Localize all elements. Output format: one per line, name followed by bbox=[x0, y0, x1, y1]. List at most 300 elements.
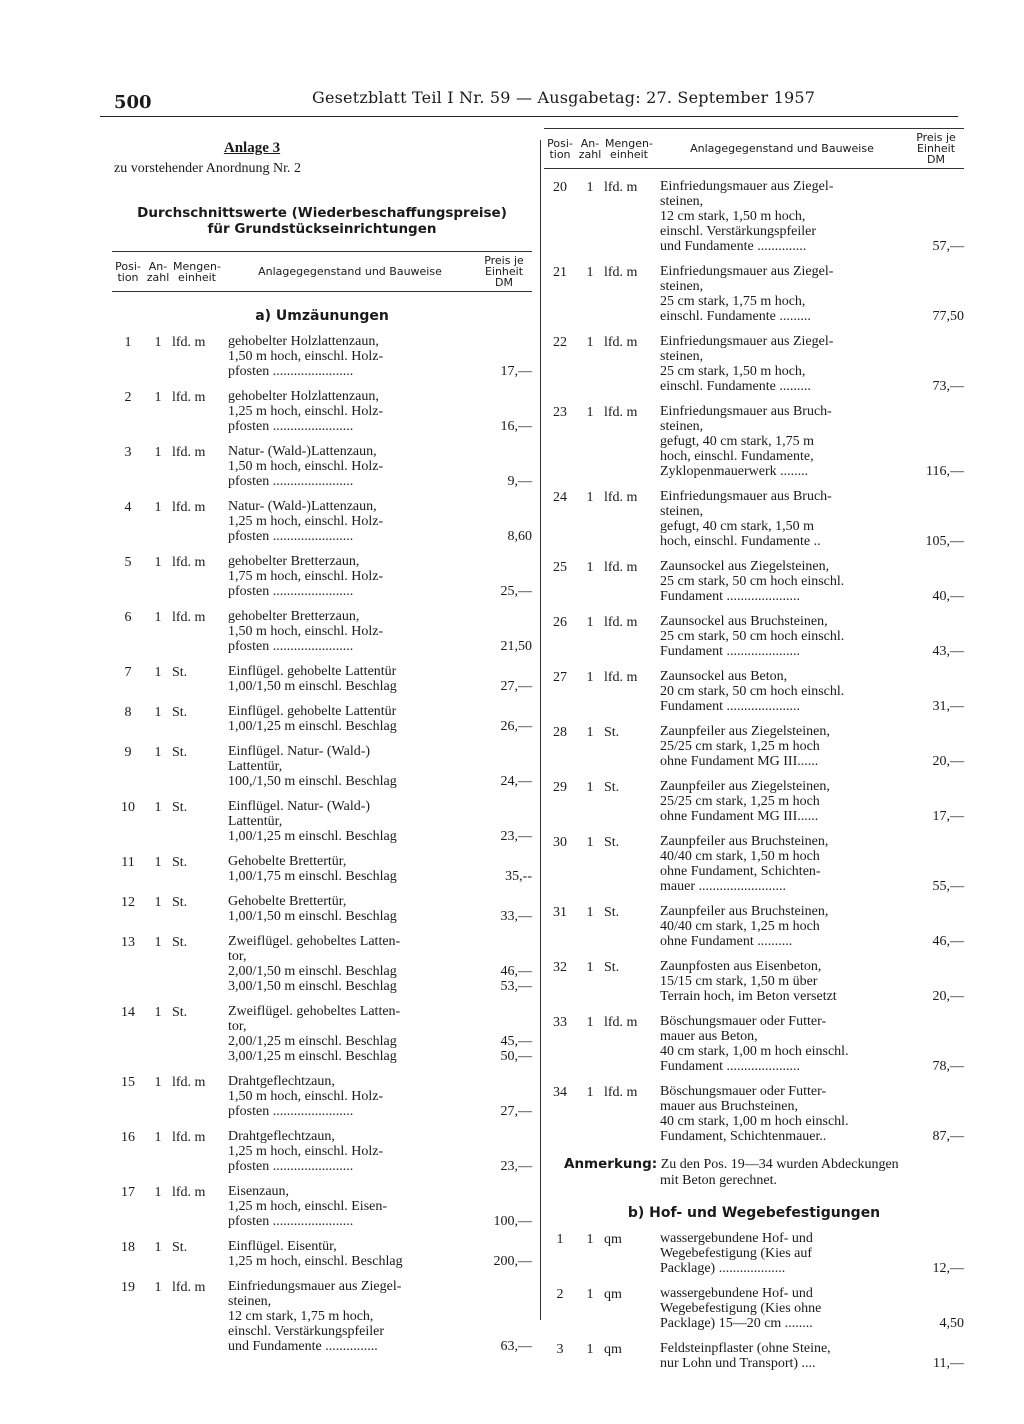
cell-unit: St. bbox=[172, 935, 188, 950]
description-line: Zweiflügel. gehobeltes Latten- bbox=[228, 934, 401, 949]
cell-anzahl: 1 bbox=[586, 1287, 594, 1302]
description-line: 1,25 m hoch, einschl. Holz- bbox=[228, 514, 384, 529]
price-value: 55,— bbox=[932, 879, 964, 894]
description-line: Zaunsockel aus Beton, bbox=[660, 669, 788, 684]
description-line: 1,25 m hoch, einschl. Beschlag bbox=[228, 1254, 403, 1269]
cell-anzahl: 1 bbox=[154, 1130, 162, 1145]
cell-unit: lfd. m bbox=[604, 560, 638, 575]
cell-position: 2 bbox=[556, 1287, 564, 1302]
description-line: Böschungsmauer oder Futter- bbox=[660, 1084, 827, 1099]
description-line: Einflügel. gehobelte Lattentür bbox=[228, 664, 397, 679]
cell-price bbox=[476, 584, 532, 599]
anmerkung-note bbox=[564, 1156, 964, 1189]
description-line: 40/40 cm stark, 1,50 m hoch bbox=[660, 849, 820, 864]
cell-description bbox=[654, 264, 908, 324]
description-line: Lattentür, bbox=[228, 759, 283, 774]
table-row bbox=[544, 834, 964, 894]
description-line: 25/25 cm stark, 1,25 m hoch bbox=[660, 794, 820, 809]
price-value: 73,— bbox=[932, 379, 964, 394]
cell-position: 10 bbox=[121, 800, 135, 815]
price-value: 25,— bbox=[500, 584, 532, 599]
description-line: Natur- (Wald-)Lattenzaun, bbox=[228, 444, 377, 459]
description-line: Einflügel. Natur- (Wald-) bbox=[228, 744, 371, 759]
price-value: 43,— bbox=[932, 644, 964, 659]
cell-description bbox=[654, 1231, 908, 1276]
table-header-right bbox=[544, 128, 964, 169]
description-line: pfosten ....................... bbox=[228, 419, 354, 434]
cell-anzahl: 1 bbox=[154, 500, 162, 515]
col-header-anzahl: An- zahl bbox=[578, 136, 602, 161]
table-row bbox=[112, 1279, 532, 1354]
description-line: steinen, bbox=[660, 419, 704, 434]
description-line: 40 cm stark, 1,00 m hoch einschl. bbox=[660, 1044, 849, 1059]
description-line: Natur- (Wald-)Lattenzaun, bbox=[228, 499, 377, 514]
description-line: einschl. Verstärkungspfeiler bbox=[228, 1324, 385, 1339]
description-line: 100,/1,50 m einschl. Beschlag bbox=[228, 774, 397, 789]
cell-unit: St. bbox=[604, 960, 620, 975]
price-value: 50,— bbox=[500, 1049, 532, 1064]
cell-position: 33 bbox=[553, 1015, 567, 1030]
cell-unit: St. bbox=[172, 800, 188, 815]
cell-description bbox=[654, 1286, 908, 1331]
table-row bbox=[112, 704, 532, 734]
table-row bbox=[544, 559, 964, 604]
cell-price bbox=[476, 679, 532, 694]
cell-anzahl: 1 bbox=[154, 390, 162, 405]
cell-unit: St. bbox=[604, 780, 620, 795]
cell-unit: lfd. m bbox=[604, 670, 638, 685]
cell-position: 8 bbox=[124, 705, 132, 720]
description-line: Einflügel. Eisentür, bbox=[228, 1239, 337, 1254]
cell-price bbox=[476, 639, 532, 654]
description-line: 3,00/1,50 m einschl. Beschlag bbox=[228, 979, 397, 994]
cell-anzahl: 1 bbox=[154, 1280, 162, 1295]
description-line: Einflügel. gehobelte Lattentür bbox=[228, 704, 397, 719]
cell-position: 32 bbox=[553, 960, 567, 975]
cell-description bbox=[222, 799, 476, 844]
cell-price bbox=[908, 309, 964, 324]
description-line: 25 cm stark, 1,75 m hoch, bbox=[660, 294, 806, 309]
table-row bbox=[112, 744, 532, 789]
description-line: mauer aus Bruchsteinen, bbox=[660, 1099, 799, 1114]
description-line: 1,00/1,25 m einschl. Beschlag bbox=[228, 719, 397, 734]
cell-description bbox=[654, 904, 908, 949]
cell-description bbox=[222, 334, 476, 379]
cell-unit: St. bbox=[172, 1240, 188, 1255]
cell-position: 13 bbox=[121, 935, 135, 950]
description-line: nur Lohn und Transport) .... bbox=[660, 1356, 816, 1371]
rows-left bbox=[112, 334, 532, 1354]
cell-price bbox=[476, 774, 532, 789]
cell-position: 24 bbox=[553, 490, 567, 505]
cell-anzahl: 1 bbox=[154, 800, 162, 815]
cell-unit: lfd. m bbox=[172, 500, 206, 515]
cell-position: 1 bbox=[556, 1232, 564, 1247]
description-line: wassergebundene Hof- und bbox=[660, 1286, 813, 1301]
cell-anzahl: 1 bbox=[586, 1085, 594, 1100]
price-value: 21,50 bbox=[500, 639, 532, 654]
cell-position: 11 bbox=[121, 855, 135, 870]
cell-unit: lfd. m bbox=[604, 615, 638, 630]
table-row bbox=[112, 799, 532, 844]
description-line: Packlage) 15—20 cm ........ bbox=[660, 1316, 813, 1331]
description-line: gefugt, 40 cm stark, 1,75 m bbox=[660, 434, 814, 449]
description-line: 1,25 m hoch, einschl. Eisen- bbox=[228, 1199, 388, 1214]
description-line: Terrain hoch, im Beton versetzt bbox=[660, 989, 837, 1004]
description-line: Einfriedungsmauer aus Ziegel- bbox=[660, 264, 834, 279]
description-line: Einfriedungsmauer aus Ziegel- bbox=[660, 179, 834, 194]
cell-position: 18 bbox=[121, 1240, 135, 1255]
description-line: Zaunsockel aus Ziegelsteinen, bbox=[660, 559, 830, 574]
price-value: 26,— bbox=[500, 719, 532, 734]
price-value: 200,— bbox=[493, 1254, 532, 1269]
cell-position: 26 bbox=[553, 615, 567, 630]
description-line: 1,75 m hoch, einschl. Holz- bbox=[228, 569, 384, 584]
description-line: Fundament ..................... bbox=[660, 589, 800, 604]
col-header-price: Preis je Einheit DM bbox=[916, 131, 956, 166]
price-value: 12,— bbox=[932, 1261, 964, 1276]
description-line: 20 cm stark, 50 cm hoch einschl. bbox=[660, 684, 845, 699]
description-line: pfosten ....................... bbox=[228, 1159, 354, 1174]
cell-anzahl: 1 bbox=[586, 335, 594, 350]
cell-unit: lfd. m bbox=[172, 1185, 206, 1200]
cell-price bbox=[908, 534, 964, 549]
table-row bbox=[544, 1286, 964, 1331]
description-line: Zyklopenmauerwerk ........ bbox=[660, 464, 809, 479]
description-line: einschl. Verstärkungspfeiler bbox=[660, 224, 817, 239]
cell-price bbox=[908, 754, 964, 769]
description-line: Einfriedungsmauer aus Bruch- bbox=[660, 404, 832, 419]
description-line: tor, bbox=[228, 1019, 247, 1034]
col-header-description: Anlagegegenstand und Bauweise bbox=[690, 142, 874, 155]
price-value: 45,— bbox=[500, 1034, 532, 1049]
table-header-left bbox=[112, 251, 532, 292]
cell-price bbox=[908, 1316, 964, 1331]
cell-unit: lfd. m bbox=[172, 335, 206, 350]
description-line: 1,00/1,50 m einschl. Beschlag bbox=[228, 679, 397, 694]
description-line: 2,00/1,50 m einschl. Beschlag bbox=[228, 964, 397, 979]
cell-position: 2 bbox=[124, 390, 132, 405]
cell-price bbox=[908, 989, 964, 1004]
cell-position: 1 bbox=[124, 335, 132, 350]
cell-price bbox=[908, 1129, 964, 1144]
cell-unit: lfd. m bbox=[604, 335, 638, 350]
description-line: pfosten ....................... bbox=[228, 1104, 354, 1119]
cell-position: 6 bbox=[124, 610, 132, 625]
description-line: Wegebefestigung (Kies ohne bbox=[660, 1301, 822, 1316]
col-header-price: Preis je Einheit DM bbox=[484, 254, 524, 289]
cell-position: 28 bbox=[553, 725, 567, 740]
description-line: 25 cm stark, 1,50 m hoch, bbox=[660, 364, 806, 379]
table-row bbox=[544, 779, 964, 824]
description-line: steinen, bbox=[660, 349, 704, 364]
cell-unit: St. bbox=[172, 895, 188, 910]
description-line: gehobelter Bretterzaun, bbox=[228, 554, 360, 569]
cell-unit: lfd. m bbox=[172, 1130, 206, 1145]
cell-unit: lfd. m bbox=[172, 445, 206, 460]
cell-unit: St. bbox=[172, 665, 188, 680]
cell-description bbox=[222, 444, 476, 489]
cell-price bbox=[908, 1059, 964, 1074]
price-value: 46,— bbox=[500, 964, 532, 979]
table-row bbox=[544, 489, 964, 549]
cell-price bbox=[908, 644, 964, 659]
cell-position: 12 bbox=[121, 895, 135, 910]
cell-price bbox=[908, 239, 964, 254]
description-line: gehobelter Bretterzaun, bbox=[228, 609, 360, 624]
cell-position: 4 bbox=[124, 500, 132, 515]
description-line: pfosten ....................... bbox=[228, 1214, 354, 1229]
cell-price bbox=[476, 1034, 532, 1064]
cell-anzahl: 1 bbox=[154, 1075, 162, 1090]
cell-price bbox=[476, 364, 532, 379]
cell-anzahl: 1 bbox=[586, 960, 594, 975]
cell-position: 3 bbox=[556, 1342, 564, 1357]
description-line: Drahtgeflechtzaun, bbox=[228, 1074, 335, 1089]
table-row bbox=[544, 904, 964, 949]
description-line: 12 cm stark, 1,50 m hoch, bbox=[660, 209, 806, 224]
cell-price bbox=[908, 809, 964, 824]
cell-position: 25 bbox=[553, 560, 567, 575]
cell-description bbox=[654, 779, 908, 824]
description-line: Gehobelte Brettertür, bbox=[228, 854, 347, 869]
cell-unit: lfd. m bbox=[172, 1075, 206, 1090]
description-line: hoch, einschl. Fundamente .. bbox=[660, 534, 821, 549]
cell-description bbox=[654, 834, 908, 894]
cell-description bbox=[222, 934, 476, 994]
description-line: gehobelter Holzlattenzaun, bbox=[228, 389, 379, 404]
description-line: ohne Fundament MG III...... bbox=[660, 754, 819, 769]
cell-anzahl: 1 bbox=[586, 1232, 594, 1247]
table-row bbox=[112, 609, 532, 654]
description-line: ohne Fundament .......... bbox=[660, 934, 793, 949]
description-line: einschl. Fundamente ......... bbox=[660, 309, 811, 324]
description-line: 25 cm stark, 50 cm hoch einschl. bbox=[660, 574, 845, 589]
cell-unit: St. bbox=[172, 705, 188, 720]
cell-anzahl: 1 bbox=[586, 780, 594, 795]
table-row bbox=[544, 179, 964, 254]
cell-anzahl: 1 bbox=[154, 1240, 162, 1255]
description-line: steinen, bbox=[228, 1294, 272, 1309]
table-row bbox=[544, 1231, 964, 1276]
price-value: 4,50 bbox=[939, 1316, 964, 1331]
cell-position: 22 bbox=[553, 335, 567, 350]
cell-unit: lfd. m bbox=[604, 1015, 638, 1030]
cell-anzahl: 1 bbox=[154, 1005, 162, 1020]
description-line: Zaunpfeiler aus Bruchsteinen, bbox=[660, 904, 829, 919]
cell-unit: lfd. m bbox=[604, 490, 638, 505]
col-header-mengeneinheit: Mengen- einheit bbox=[605, 136, 653, 161]
cell-unit: St. bbox=[172, 1005, 188, 1020]
description-line: mauer aus Beton, bbox=[660, 1029, 758, 1044]
col-header-position: Posi- tion bbox=[547, 136, 573, 161]
cell-position: 7 bbox=[124, 665, 132, 680]
description-line: tor, bbox=[228, 949, 247, 964]
description-line: 1,00/1,75 m einschl. Beschlag bbox=[228, 869, 397, 884]
cell-unit: St. bbox=[604, 905, 620, 920]
description-line: 1,00/1,25 m einschl. Beschlag bbox=[228, 829, 397, 844]
description-line: Feldsteinpflaster (ohne Steine, bbox=[660, 1341, 831, 1356]
cell-unit: St. bbox=[604, 725, 620, 740]
cell-description bbox=[222, 499, 476, 544]
rows-b bbox=[544, 1231, 964, 1371]
gazette-title: Gesetzblatt Teil I Nr. 59 — Ausgabetag: 27. September 1957 bbox=[312, 88, 816, 107]
column-divider bbox=[540, 140, 541, 1320]
cell-position: 16 bbox=[121, 1130, 135, 1145]
description-line: 12 cm stark, 1,75 m hoch, bbox=[228, 1309, 374, 1324]
description-line: Einfriedungsmauer aus Ziegel- bbox=[660, 334, 834, 349]
description-line: gehobelter Holzlattenzaun, bbox=[228, 334, 379, 349]
description-line: Zaunsockel aus Bruchsteinen, bbox=[660, 614, 828, 629]
cell-price bbox=[908, 879, 964, 894]
table-row bbox=[112, 894, 532, 924]
cell-unit: lfd. m bbox=[604, 265, 638, 280]
table-row bbox=[112, 1184, 532, 1229]
description-line: pfosten ....................... bbox=[228, 364, 354, 379]
price-value: 78,— bbox=[932, 1059, 964, 1074]
cell-description bbox=[654, 334, 908, 394]
cell-anzahl: 1 bbox=[586, 835, 594, 850]
cell-position: 9 bbox=[124, 745, 132, 760]
anmerkung-text-2: mit Beton gerechnet. bbox=[660, 1173, 778, 1188]
cell-anzahl: 1 bbox=[586, 1015, 594, 1030]
page-number: 500 bbox=[114, 92, 152, 113]
cell-anzahl: 1 bbox=[586, 490, 594, 505]
cell-position: 17 bbox=[121, 1185, 135, 1200]
price-value: 9,— bbox=[507, 474, 532, 489]
cell-anzahl: 1 bbox=[154, 935, 162, 950]
description-line: Zaunpfosten aus Eisenbeton, bbox=[660, 959, 822, 974]
cell-price bbox=[476, 964, 532, 994]
col-header-description: Anlagegegenstand und Bauweise bbox=[258, 265, 442, 278]
description-line: 25/25 cm stark, 1,25 m hoch bbox=[660, 739, 820, 754]
cell-price bbox=[476, 1339, 532, 1354]
cell-anzahl: 1 bbox=[154, 705, 162, 720]
description-line: Fundament ..................... bbox=[660, 644, 800, 659]
table-row bbox=[544, 264, 964, 324]
cell-description bbox=[654, 959, 908, 1004]
cell-position: 19 bbox=[121, 1280, 135, 1295]
table-row bbox=[112, 389, 532, 434]
description-line: Einfriedungsmauer aus Bruch- bbox=[660, 489, 832, 504]
cell-description bbox=[654, 669, 908, 714]
cell-anzahl: 1 bbox=[154, 555, 162, 570]
price-value: 57,— bbox=[932, 239, 964, 254]
price-value: 63,— bbox=[500, 1339, 532, 1354]
price-value: 20,— bbox=[932, 989, 964, 1004]
description-line: steinen, bbox=[660, 279, 704, 294]
price-value: 11,— bbox=[933, 1356, 964, 1371]
cell-anzahl: 1 bbox=[586, 670, 594, 685]
cell-anzahl: 1 bbox=[154, 895, 162, 910]
table-row bbox=[112, 334, 532, 379]
description-line: pfosten ....................... bbox=[228, 639, 354, 654]
table-row bbox=[544, 724, 964, 769]
cell-description bbox=[222, 744, 476, 789]
cell-unit: lfd. m bbox=[604, 180, 638, 195]
description-line: Fundament, Schichtenmauer.. bbox=[660, 1129, 827, 1144]
section-umzaeunungen: a) Umzäunungen bbox=[255, 308, 389, 324]
cell-unit: lfd. m bbox=[604, 1085, 638, 1100]
table-row bbox=[544, 1014, 964, 1074]
table-heading: Durchschnittswerte (Wiederbeschaffungspreise) bbox=[137, 205, 507, 221]
cell-price bbox=[476, 474, 532, 489]
price-value: 33,— bbox=[500, 909, 532, 924]
price-value: 20,— bbox=[932, 754, 964, 769]
table-row bbox=[544, 669, 964, 714]
description-line: ohne Fundament MG III...... bbox=[660, 809, 819, 824]
cell-description bbox=[222, 1184, 476, 1229]
description-line: 3,00/1,25 m einschl. Beschlag bbox=[228, 1049, 397, 1064]
cell-anzahl: 1 bbox=[586, 265, 594, 280]
table-row bbox=[544, 614, 964, 659]
cell-anzahl: 1 bbox=[154, 610, 162, 625]
cell-price bbox=[908, 1356, 964, 1371]
cell-anzahl: 1 bbox=[586, 405, 594, 420]
table-row bbox=[112, 1004, 532, 1064]
description-line: Fundament ..................... bbox=[660, 699, 800, 714]
description-line: ohne Fundament, Schichten- bbox=[660, 864, 821, 879]
cell-price bbox=[908, 589, 964, 604]
description-line: und Fundamente ............... bbox=[228, 1339, 378, 1354]
cell-anzahl: 1 bbox=[154, 1185, 162, 1200]
cell-unit: qm bbox=[604, 1342, 622, 1357]
description-line: 25 cm stark, 50 cm hoch einschl. bbox=[660, 629, 845, 644]
price-value: 27,— bbox=[500, 1104, 532, 1119]
anmerkung-label: Anmerkung: bbox=[564, 1156, 658, 1172]
price-value: 116,— bbox=[926, 464, 964, 479]
cell-price bbox=[476, 719, 532, 734]
cell-unit: lfd. m bbox=[172, 555, 206, 570]
price-value: 35,-- bbox=[505, 869, 532, 884]
cell-anzahl: 1 bbox=[586, 725, 594, 740]
cell-price bbox=[476, 829, 532, 844]
cell-description bbox=[222, 1129, 476, 1174]
description-line: 1,50 m hoch, einschl. Holz- bbox=[228, 459, 384, 474]
description-line: mauer ......................... bbox=[660, 879, 786, 894]
cell-anzahl: 1 bbox=[154, 665, 162, 680]
price-value: 46,— bbox=[932, 934, 964, 949]
description-line: 1,25 m hoch, einschl. Holz- bbox=[228, 404, 384, 419]
description-line: steinen, bbox=[660, 194, 704, 209]
col-header-anzahl: An- zahl bbox=[146, 259, 170, 284]
anlage-title: Anlage 3 bbox=[223, 140, 281, 156]
description-line: Zaunpfeiler aus Ziegelsteinen, bbox=[660, 724, 830, 739]
description-line: Zaunpfeiler aus Ziegelsteinen, bbox=[660, 779, 830, 794]
table-row bbox=[112, 854, 532, 884]
description-line: Zweiflügel. gehobeltes Latten- bbox=[228, 1004, 401, 1019]
cell-description bbox=[222, 894, 476, 924]
cell-anzahl: 1 bbox=[154, 335, 162, 350]
cell-description bbox=[222, 389, 476, 434]
cell-unit: lfd. m bbox=[172, 610, 206, 625]
description-line: 40 cm stark, 1,00 m hoch einschl. bbox=[660, 1114, 849, 1129]
price-value: 17,— bbox=[932, 809, 964, 824]
cell-price bbox=[908, 1261, 964, 1276]
description-line: hoch, einschl. Fundamente, bbox=[660, 449, 814, 464]
description-line: 1,00/1,50 m einschl. Beschlag bbox=[228, 909, 397, 924]
cell-price bbox=[476, 1104, 532, 1119]
cell-price bbox=[476, 419, 532, 434]
cell-description bbox=[654, 179, 908, 254]
cell-unit: St. bbox=[172, 745, 188, 760]
description-line: Packlage) ................... bbox=[660, 1261, 786, 1276]
cell-price bbox=[476, 529, 532, 544]
col-header-position: Posi- tion bbox=[115, 259, 141, 284]
description-line: einschl. Fundamente ......... bbox=[660, 379, 811, 394]
cell-position: 14 bbox=[121, 1005, 135, 1020]
table-subheading: für Grundstückseinrichtungen bbox=[207, 221, 437, 237]
